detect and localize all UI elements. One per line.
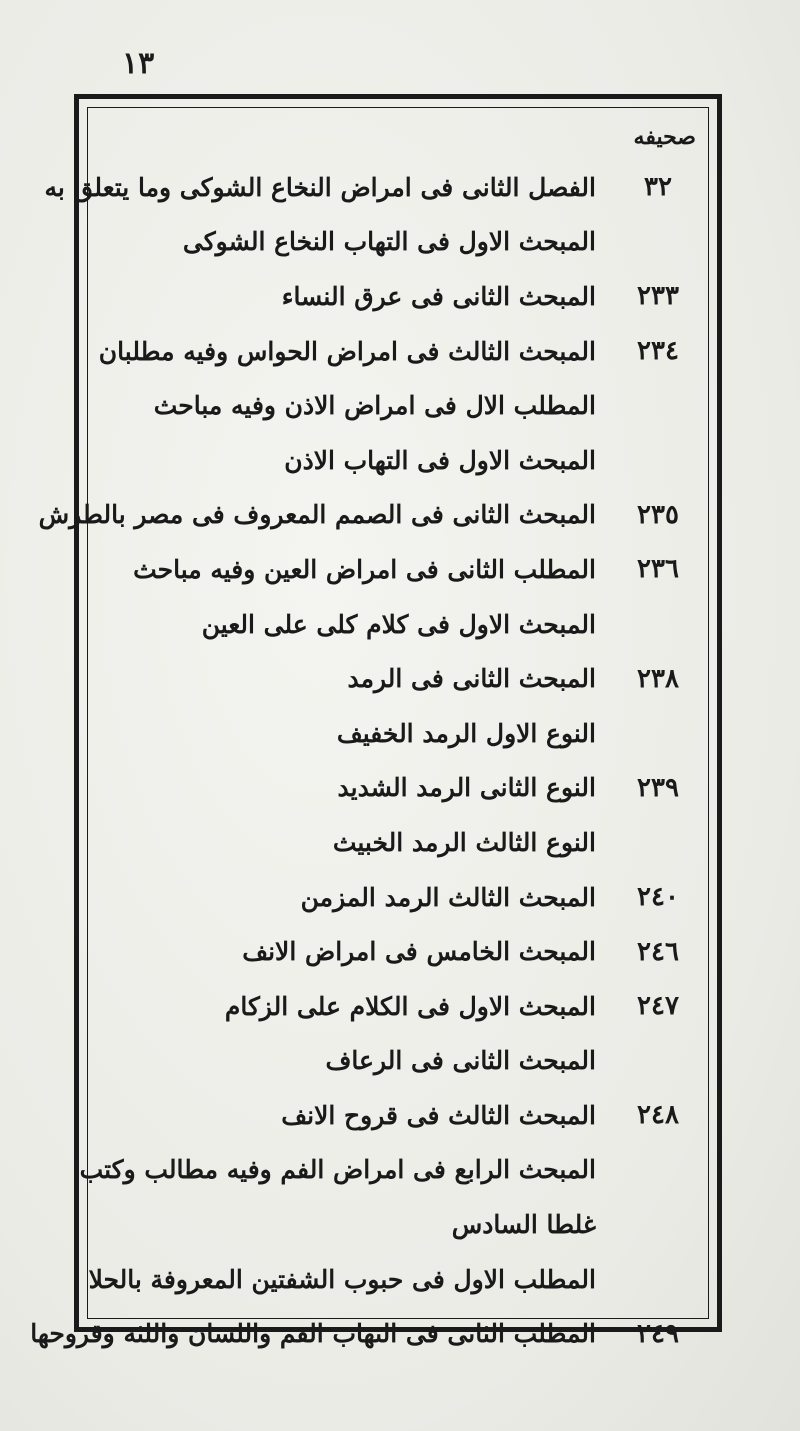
toc-page-number: ٢٤٧ — [637, 991, 679, 1022]
toc-page-number: ٣٢ — [644, 172, 672, 203]
toc-row — [92, 542, 704, 597]
toc-page-number: ٢٣٥ — [637, 499, 679, 530]
toc-row — [92, 761, 704, 816]
toc-title: المبحث الاول فى التهاب الاذن — [284, 445, 596, 475]
toc-row — [92, 651, 704, 706]
toc-title: النوع الثالث الرمد الخبيث — [332, 827, 596, 857]
toc-row — [30, 1306, 704, 1361]
toc-row — [92, 924, 704, 979]
page-column-header: صحيفه — [633, 124, 696, 150]
table-of-contents — [30, 160, 704, 1361]
toc-page-number: ٢٣٤ — [637, 336, 679, 367]
toc-row — [92, 1088, 704, 1143]
toc-row — [38, 488, 704, 543]
toc-page-number: ٢٣٨ — [637, 663, 679, 694]
toc-title: المبحث الرابع فى امراض الفم وفيه مطالب وكتب — [79, 1155, 596, 1185]
toc-row — [92, 269, 704, 324]
toc-row — [92, 433, 704, 488]
toc-page-number: ٢٤٦ — [637, 936, 679, 967]
toc-row — [92, 979, 704, 1034]
toc-page-number: ٢٣٩ — [637, 772, 679, 803]
toc-title: المبحث الخامس فى امراض الانف — [242, 937, 596, 967]
toc-title: غلطا السادس — [451, 1210, 596, 1240]
toc-title: المطلب الثانى فى التهاب الفم واللسان واللثة وقروحها — [30, 1319, 596, 1349]
toc-page-number: ٢٣٦ — [637, 554, 679, 585]
toc-row — [79, 1143, 704, 1198]
page-number: ١٣ — [122, 46, 155, 81]
toc-title: النوع الاول الرمد الخفيف — [336, 718, 596, 748]
toc-row — [44, 160, 704, 215]
toc-page-number: ٢٣٣ — [637, 281, 679, 312]
toc-title: الفصل الثانى فى امراض النخاع الشوكى وما يتعلق به — [44, 172, 596, 202]
toc-title: المبحث الاول فى كلام كلى على العين — [201, 609, 596, 639]
toc-page-number: ٢٤٩ — [637, 1318, 679, 1349]
toc-title: المبحث الثانى فى الرعاف — [325, 1046, 596, 1076]
toc-row — [92, 1197, 704, 1252]
toc-title: المبحث الثانى فى عرق النساء — [281, 281, 596, 311]
toc-row — [92, 1034, 704, 1089]
toc-page-number: ٢٤٨ — [637, 1100, 679, 1131]
toc-row — [92, 378, 704, 433]
toc-row — [88, 1252, 704, 1307]
toc-row — [92, 706, 704, 761]
toc-title: المبحث الثالث فى قروح الانف — [281, 1100, 596, 1130]
toc-title: المبحث الاول فى الكلام على الزكام — [224, 991, 596, 1021]
toc-title: المبحث الثانى فى الرمد — [347, 664, 596, 694]
toc-title: المبحث الثالث فى امراض الحواس وفيه مطلبان — [98, 336, 596, 366]
toc-row — [92, 324, 704, 379]
toc-row — [92, 815, 704, 870]
toc-title: المبحث الثالث الرمد المزمن — [300, 882, 596, 912]
toc-title: المطلب الثانى فى امراض العين وفيه مباحث — [133, 554, 596, 584]
toc-row — [92, 597, 704, 652]
toc-title: المبحث الثانى فى الصمم المعروف فى مصر بالطرش — [38, 500, 596, 530]
toc-title: المبحث الاول فى التهاب النخاع الشوكى — [182, 227, 596, 257]
toc-page-number: ٢٤٠ — [637, 882, 679, 913]
toc-row — [92, 870, 704, 925]
toc-row — [92, 215, 704, 270]
toc-title: المطلب الاول فى حبوب الشفتين المعروفة بالحلا — [88, 1264, 596, 1294]
toc-title: المطلب الال فى امراض الاذن وفيه مباحث — [153, 391, 596, 421]
toc-title: النوع الثانى الرمد الشديد — [337, 773, 596, 803]
